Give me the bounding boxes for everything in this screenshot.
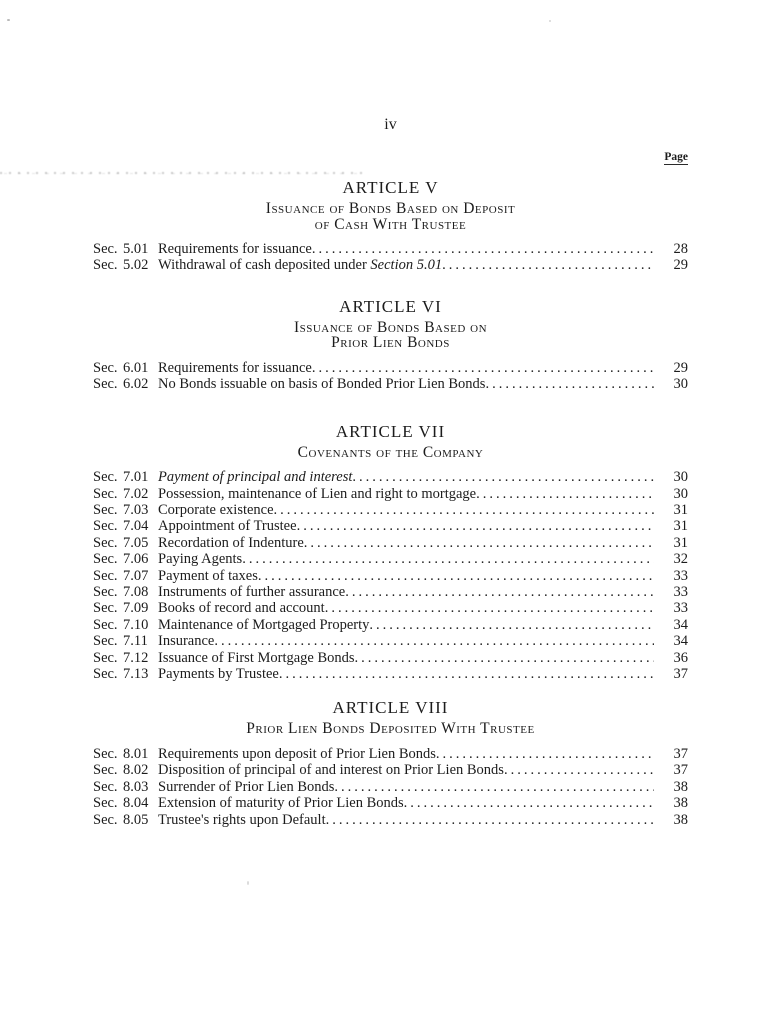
toc-sec-label: Sec.: [93, 762, 118, 779]
article-subtitle-line: of Cash With Trustee: [314, 215, 467, 233]
toc-entry-title: [158, 502, 274, 518]
toc-entry-list: [93, 469, 688, 682]
toc-sec-number: 7.10: [123, 616, 149, 633]
toc-page-number: 33: [673, 600, 688, 617]
toc-sec-number: 7.11: [123, 633, 148, 650]
dot-leader: [345, 584, 654, 600]
toc-sec-label: Sec.: [93, 633, 118, 650]
article-heading: ARTICLE VIII: [332, 698, 449, 718]
toc-row: [93, 600, 688, 616]
toc-entry-title-part: Requirements for issuance: [158, 241, 312, 257]
article-subtitle: [93, 320, 688, 351]
toc-sec-number: 7.01: [123, 469, 149, 486]
toc-entry-title-part: Payment of taxes: [158, 567, 258, 584]
toc-entry-title: [158, 650, 355, 666]
article-subtitle: [93, 721, 688, 737]
toc-entry-title-part: Issuance of First Mortgage Bonds: [158, 649, 355, 666]
toc-page-number: 30: [673, 485, 688, 502]
toc-sec-number: 7.02: [123, 485, 149, 502]
toc-entry-title-part: Payment of principal and interest: [158, 469, 353, 486]
toc-row: [93, 762, 688, 778]
toc-entry-title-part: No Bonds issuable on basis of Bonded Prior Lien Bonds: [158, 376, 486, 393]
toc-entry-title-part: Paying Agents: [158, 551, 243, 568]
toc-entry-list: [93, 746, 688, 828]
dot-leader: [326, 812, 654, 828]
toc-entry-title: [158, 257, 442, 273]
toc-sec-number: 7.09: [123, 600, 149, 617]
toc-sec-number: 8.03: [123, 778, 149, 795]
toc-sec-label: Sec.: [93, 666, 118, 682]
page-column-header-label: Page: [664, 151, 688, 163]
toc-entry-title-part: Maintenance of Mortgaged Property: [158, 616, 370, 633]
toc-row: [93, 666, 688, 682]
toc-page-number: 33: [673, 567, 688, 584]
dot-leader: [325, 600, 654, 616]
toc-page-number: 29: [673, 257, 688, 274]
dot-leader: [279, 666, 654, 682]
toc-sec-label: Sec.: [93, 469, 118, 486]
toc-entry-title-part: Requirements upon deposit of Prior Lien Bonds: [158, 745, 436, 762]
toc-sec-number: 8.05: [123, 811, 149, 828]
toc-entry-title: [158, 535, 304, 551]
toc-entry-title: [158, 633, 214, 649]
toc-row: [93, 746, 688, 762]
toc-entry-title-part: Requirements for issuance: [158, 359, 312, 376]
toc-entry-title: [158, 486, 476, 502]
dot-leader: [369, 617, 654, 633]
article-section: [93, 422, 688, 683]
scan-artifact: [0, 171, 362, 175]
toc-sec-number: 7.04: [123, 518, 149, 535]
article-subtitle-line: Issuance of Bonds Based on: [293, 318, 488, 336]
toc-sec-number: 7.07: [123, 567, 149, 584]
toc-entry-title: [158, 584, 345, 600]
dot-leader: [304, 535, 654, 551]
toc-row: [93, 486, 688, 502]
toc-entry-title: [158, 795, 404, 811]
toc-entry-title: [158, 812, 326, 828]
toc-sec-number: 6.01: [123, 359, 149, 376]
dot-leader: [355, 650, 654, 666]
toc-entry-title: [158, 551, 242, 567]
toc-page-number: 34: [673, 616, 688, 633]
toc-sec-label: Sec.: [93, 376, 118, 393]
toc-row: [93, 779, 688, 795]
toc-entry-title-part: Possession, maintenance of Lien and right to mortgage: [158, 485, 477, 502]
toc-sec-number: 7.06: [123, 551, 149, 568]
toc-sec-number: 7.05: [123, 534, 149, 551]
toc-page-number: 31: [673, 501, 688, 518]
toc-sec-label: Sec.: [93, 778, 118, 795]
dot-leader: [334, 779, 654, 795]
toc-row: [93, 469, 688, 485]
article-section: [93, 297, 688, 393]
scan-speck: [549, 20, 551, 22]
page-column-header: [93, 150, 688, 164]
toc-entry-title: [158, 779, 334, 795]
article-heading: ARTICLE VI: [339, 296, 442, 316]
toc-page-number: 31: [673, 534, 688, 551]
dot-leader: [312, 360, 654, 376]
dot-leader: [258, 568, 654, 584]
article-section: [93, 698, 688, 828]
toc-row: [93, 795, 688, 811]
article-subtitle-line: Prior Lien Bonds: [331, 334, 450, 352]
toc-sec-label: Sec.: [93, 485, 118, 502]
toc-row: [93, 584, 688, 600]
toc-sec-label: Sec.: [93, 518, 118, 535]
toc-sec-number: 8.01: [123, 745, 149, 762]
toc-entry-title: [158, 617, 369, 633]
dot-leader: [297, 518, 654, 534]
toc-entry-title-part: Disposition of principal of and interest on Prior Lien Bonds: [158, 762, 504, 779]
toc-page-number: 30: [673, 469, 688, 486]
toc-sec-label: Sec.: [93, 616, 118, 633]
toc-entry-list: [93, 241, 688, 274]
dot-leader: [312, 241, 654, 257]
dot-leader: [476, 486, 654, 502]
toc-row: [93, 257, 688, 273]
toc-page-number: 30: [673, 376, 688, 393]
toc-entry-title-part: Instruments of further assurance: [158, 583, 346, 600]
toc-entry-title-part: Appointment of Trustee: [158, 518, 297, 535]
toc-entry-title: [158, 762, 504, 778]
scan-speck: [247, 881, 249, 885]
article-subtitle: [93, 201, 688, 232]
page-folio: iv: [384, 116, 397, 133]
toc-page-number: 37: [673, 666, 688, 682]
dot-leader: [404, 795, 654, 811]
toc-sec-number: 8.04: [123, 795, 149, 812]
article-subtitle-line: Prior Lien Bonds Deposited With Trustee: [246, 720, 535, 738]
toc-sec-label: Sec.: [93, 795, 118, 812]
toc-entry-title: [158, 568, 258, 584]
toc-sec-number: 8.02: [123, 762, 149, 779]
article-subtitle-line: Issuance of Bonds Based on Deposit: [265, 200, 516, 217]
toc-entry-title: [158, 600, 325, 616]
article-section: [93, 178, 688, 274]
toc-page-number: 38: [673, 795, 688, 812]
toc-row: [93, 360, 688, 376]
toc-sec-number: 5.02: [123, 257, 149, 274]
toc-page-number: 29: [673, 359, 688, 376]
toc-sec-label: Sec.: [93, 600, 118, 617]
toc-sec-label: Sec.: [93, 551, 118, 568]
toc-sec-number: 7.12: [123, 649, 149, 666]
article-subtitle-line: Covenants of the Company: [297, 443, 484, 461]
toc-row: [93, 633, 688, 649]
toc-page-number: 37: [673, 745, 688, 762]
toc-sec-label: Sec.: [93, 241, 118, 257]
toc-entry-title: [158, 469, 352, 485]
toc-entry-title-part: Surrender of Prior Lien Bonds: [158, 778, 335, 795]
toc-page-number: 31: [673, 518, 688, 535]
toc-page-number: 28: [673, 241, 688, 257]
toc-entry-title: [158, 360, 312, 376]
toc: [93, 178, 688, 828]
toc-row: [93, 568, 688, 584]
toc-sec-number: 5.01: [123, 241, 149, 257]
toc-page-number: 33: [673, 583, 688, 600]
toc-entry-list: [93, 360, 688, 393]
article-subtitle: [93, 445, 688, 461]
toc-row: [93, 650, 688, 666]
scan-speck: [7, 19, 10, 21]
toc-sec-label: Sec.: [93, 534, 118, 551]
toc-entry-title: [158, 746, 436, 762]
dot-leader: [442, 257, 654, 273]
dot-leader: [485, 376, 654, 392]
toc-page-number: 34: [673, 633, 688, 650]
dot-leader: [214, 633, 654, 649]
toc-entry-title-part: Recordation of Indenture: [158, 534, 304, 551]
toc-sec-label: Sec.: [93, 359, 118, 376]
toc-sec-number: 7.13: [123, 666, 149, 682]
toc-sec-label: Sec.: [93, 649, 118, 666]
toc-sec-label: Sec.: [93, 745, 118, 762]
toc-entry-title-part: Extension of maturity of Prior Lien Bonds: [158, 795, 404, 812]
toc-row: [93, 241, 688, 257]
toc-entry-title: [158, 241, 312, 257]
dot-leader: [274, 502, 654, 518]
toc-entry-title-part: Withdrawal of cash deposited under: [158, 257, 371, 274]
article-heading: ARTICLE VII: [335, 421, 446, 441]
toc-entry-title-part: Books of record and account: [158, 600, 325, 617]
toc-row: [93, 535, 688, 551]
toc-row: [93, 518, 688, 534]
article-heading: ARTICLE V: [342, 178, 439, 197]
dot-leader: [352, 469, 654, 485]
toc-sec-label: Sec.: [93, 583, 118, 600]
toc-entry-title: [158, 518, 297, 534]
toc-entry-title-part: Corporate existence: [158, 501, 274, 518]
toc-row: [93, 551, 688, 567]
toc-entry-title-part: Trustee's rights upon Default: [158, 811, 326, 828]
toc-sec-label: Sec.: [93, 567, 118, 584]
toc-sec-number: 6.02: [123, 376, 149, 393]
toc-row: [93, 502, 688, 518]
toc-row: [93, 376, 688, 392]
dot-leader: [504, 762, 654, 778]
toc-sec-label: Sec.: [93, 501, 118, 518]
toc-row: [93, 812, 688, 828]
toc-entry-title-part: Payments by Trustee: [158, 666, 279, 682]
toc-sec-label: Sec.: [93, 811, 118, 828]
toc-entry-title: [158, 666, 279, 682]
toc-sec-number: 7.08: [123, 583, 149, 600]
toc-row: [93, 617, 688, 633]
toc-entry-title-part: Section 5.01: [370, 257, 443, 274]
toc-entry-title-part: Insurance: [158, 633, 215, 650]
toc-page-number: 32: [673, 551, 688, 568]
toc-page-number: 38: [673, 811, 688, 828]
toc-page-number: 37: [673, 762, 688, 779]
toc-page-number: 38: [673, 778, 688, 795]
toc-sec-number: 7.03: [123, 501, 149, 518]
dot-leader: [242, 551, 654, 567]
toc-sec-label: Sec.: [93, 257, 118, 274]
toc-entry-title: [158, 376, 485, 392]
dot-leader: [436, 746, 654, 762]
toc-page-number: 36: [673, 649, 688, 666]
